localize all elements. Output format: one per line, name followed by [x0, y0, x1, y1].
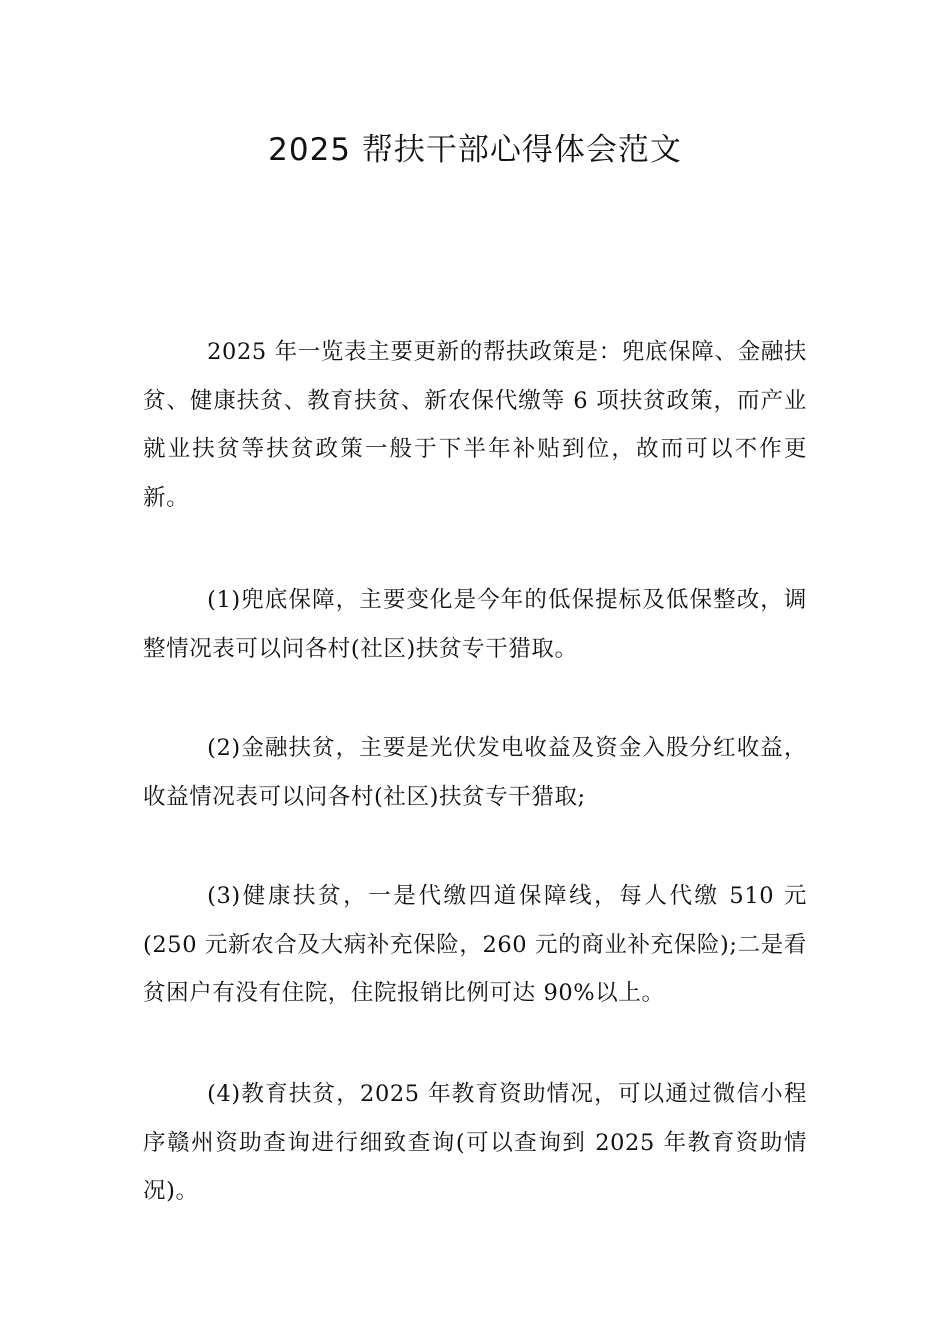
paragraph-item-1: (1)兜底保障，主要变化是今年的低保提标及低保整改，调整情况表可以问各村(社区)扶贫专干猎取。 [143, 587, 807, 662]
paragraph-item-4: (4)教育扶贫，2025 年教育资助情况，可以通过微信小程序赣州资助查询进行细致查询(可以查询到 2025 年教育资助情况)。 [143, 1081, 807, 1204]
document-title: 2025 帮扶干部心得体会范文 [268, 132, 682, 168]
paragraph-item-3: (3)健康扶贫，一是代缴四道保障线，每人代缴 510 元(250 元新农合及大病补充保险，260 元的商业补充保险);二是看贫困户有没有住院，住院报销比例可达 90%以上。 [143, 883, 807, 1006]
paragraph-intro: 2025 年一览表主要更新的帮扶政策是：兜底保障、金融扶贫、健康扶贫、教育扶贫、新农保代缴等 6 项扶贫政策，而产业就业扶贫等扶贫政策一般于下半年补贴到位，故而可以不作更新。 [143, 339, 807, 511]
paragraph-item-2: (2)金融扶贫，主要是光伏发电收益及资金入股分红收益，收益情况表可以问各村(社区)扶贫专干猎取; [143, 735, 807, 810]
